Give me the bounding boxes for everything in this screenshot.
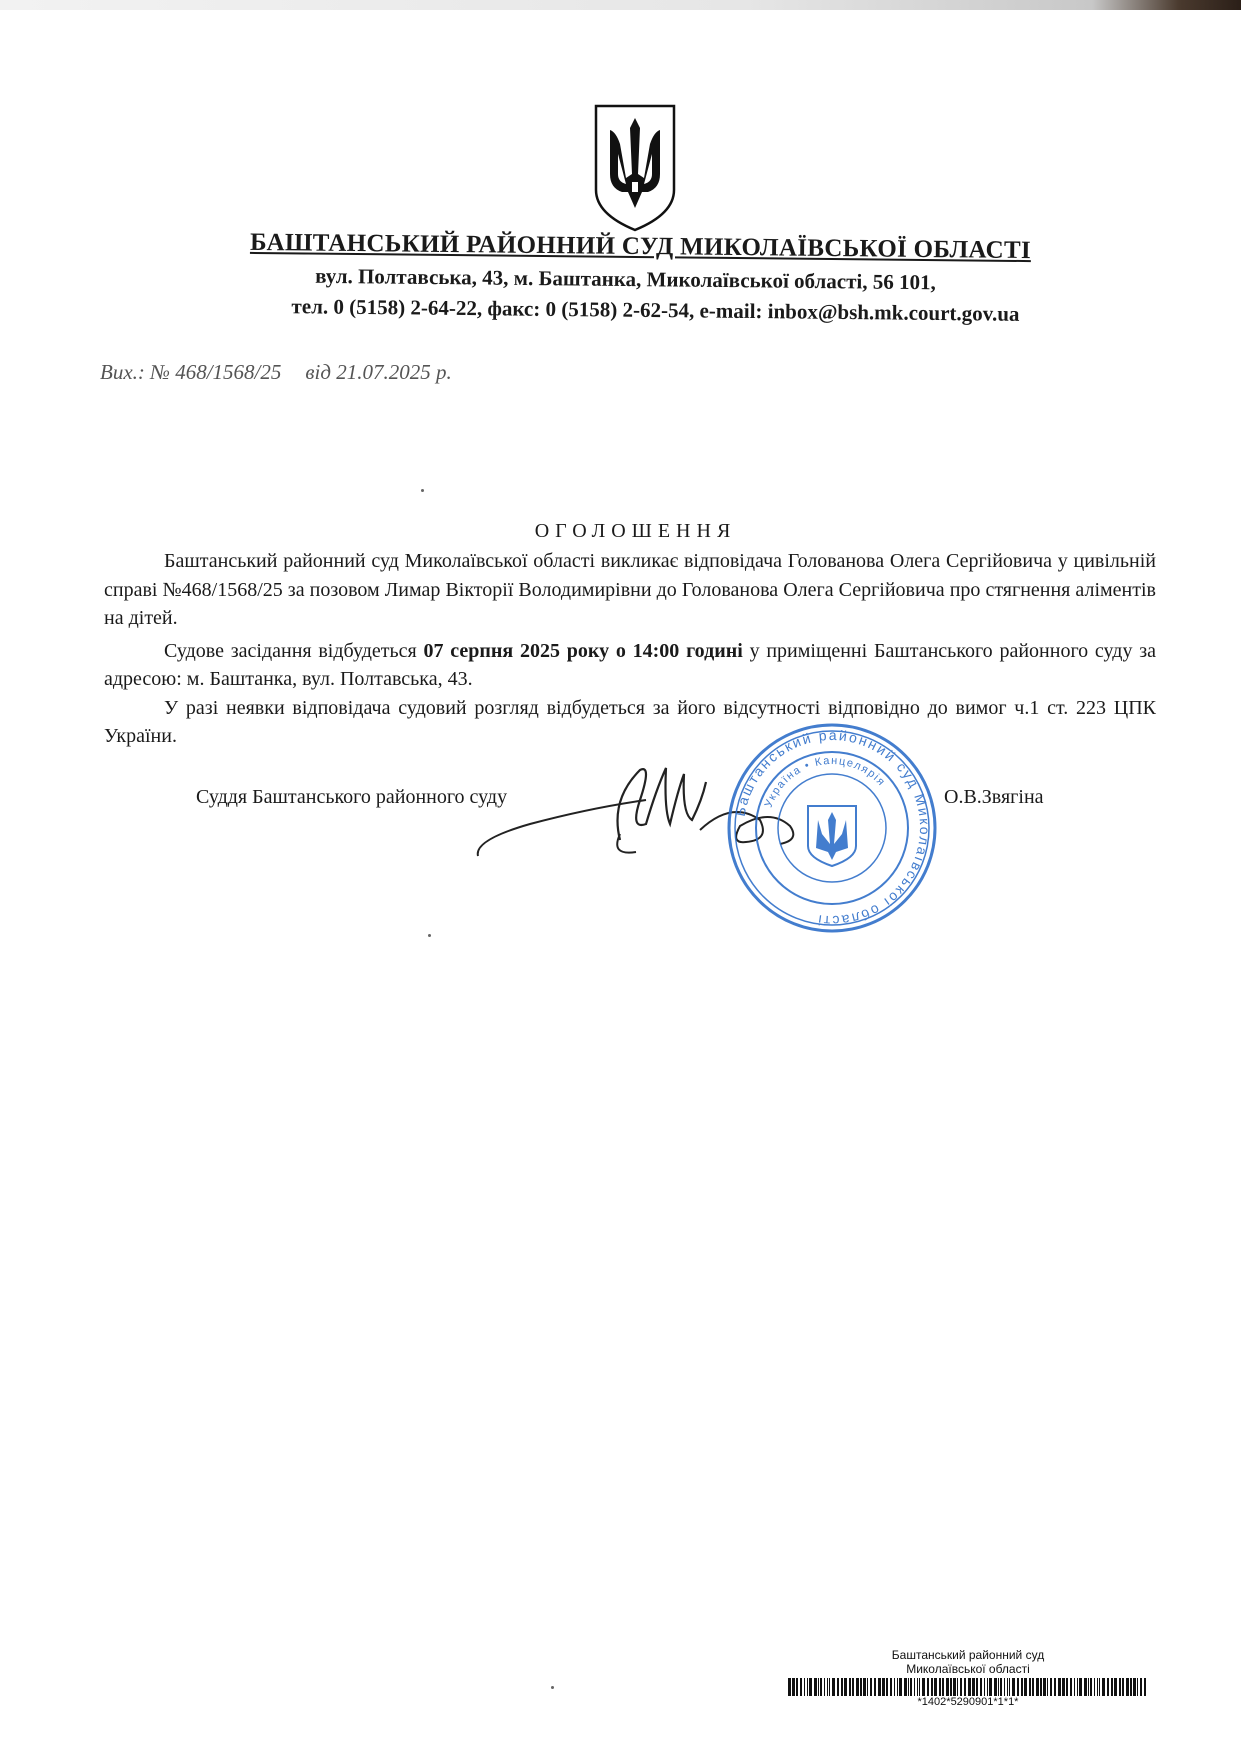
stamp-inner-text: Україна • Канцелярія xyxy=(762,754,888,810)
barcode xyxy=(788,1678,1148,1696)
registry-court: Баштанський районний суд xyxy=(891,1648,1045,1662)
scan-edge xyxy=(0,0,1241,10)
outgoing-date: від 21.07.2025 р. xyxy=(305,360,452,384)
court-address: вул. Полтавська, 43, м. Баштанка, Миколаївської області, 56 101, xyxy=(315,263,936,295)
stamp-trident-icon xyxy=(808,806,856,866)
registry-oblast: Миколаївської області xyxy=(906,1662,1030,1676)
stamp-outer-text: Баштанський районний суд Миколаївської області xyxy=(731,726,934,930)
notice-paragraph-3: У разі неявки відповідача судовий розгляд відбудеться за його відсутності відповідно до вимог ч.1 ст. 223 ЦПК України. xyxy=(104,696,1156,747)
svg-text:Україна • Канцелярія xyxy=(763,755,888,809)
outgoing-number: Вих.: № 468/1568/25 xyxy=(100,360,282,384)
notice-body xyxy=(104,547,1156,751)
barcode-number: *1402*5290901*1*1* xyxy=(917,1696,1019,1708)
notice-paragraph-2: Судове засідання відбудеться 07 серпня 2025 року о 14:00 годині у приміщенні Баштанського районного суду за адресою: м. Баштанка, вул. Полтавська, 43. xyxy=(104,639,1156,690)
court-name: БАШТАНСЬКИЙ РАЙОННИЙ СУД МИКОЛАЇВСЬКОЇ ОБЛАСТІ xyxy=(249,228,1032,265)
judge-position: Суддя Баштанського районного суду xyxy=(196,786,508,808)
judge-name: О.В.Звягіна xyxy=(944,786,1044,808)
hearing-date-time: 07 серпня 2025 року о 14:00 годині xyxy=(423,639,743,662)
trident-coat-of-arms-icon xyxy=(592,104,678,232)
outgoing-reference xyxy=(100,360,452,385)
court-stamp xyxy=(726,722,938,934)
court-letterhead xyxy=(0,228,1241,326)
court-contacts: тел. 0 (5158) 2-64-22, факс: 0 (5158) 2-62-54, e-mail: inbox@bsh.mk.court.gov.ua xyxy=(291,294,1020,326)
notice-title: ОГОЛОШЕННЯ xyxy=(534,520,737,542)
registry-mark xyxy=(788,1648,1148,1708)
notice-paragraph-1: Баштанський районний суд Миколаївської області викликає відповідача Голованова Олега Сергійовича у цивільній справі №468/1568/25 за позовом Лимар Вікторії Володимирівни до Голованова Олега Сергійовича про стягнення аліментів на дітей. xyxy=(104,550,1156,629)
